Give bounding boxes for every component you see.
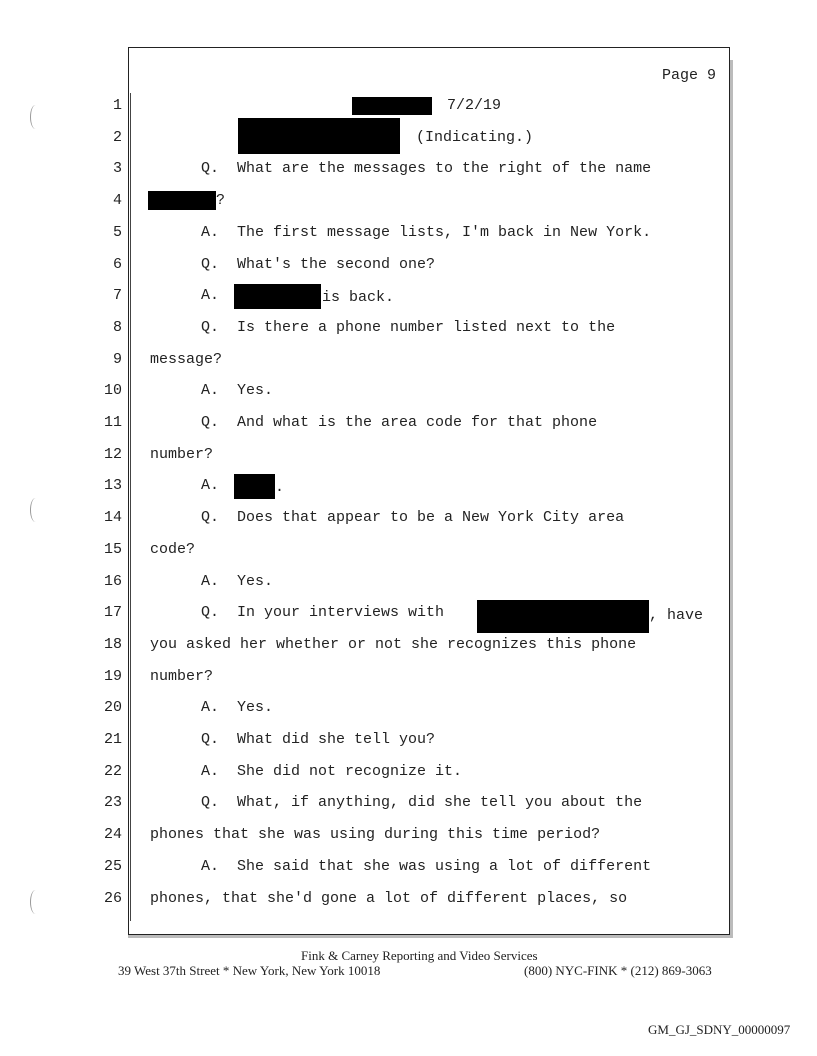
transcript-line-text: A. Yes. <box>201 699 274 716</box>
line-number: 18 <box>103 636 122 653</box>
redaction-box <box>477 600 649 633</box>
line-number: 21 <box>103 731 122 748</box>
page-shadow-right <box>730 60 733 938</box>
transcript-line-text: code? <box>150 541 196 558</box>
redaction-box <box>352 97 432 115</box>
transcript-line-text: phones, that she'd gone a lot of different places, so <box>150 890 628 907</box>
transcript-line-text: ? <box>216 192 226 209</box>
line-number: 1 <box>112 97 122 114</box>
transcript-line-text: A. <box>201 477 220 494</box>
line-number: 3 <box>112 160 122 177</box>
transcript-line-text: A. She said that she was using a lot of different <box>201 858 652 875</box>
redaction-box <box>148 191 216 210</box>
transcript-line-text: Q. What's the second one? <box>201 256 436 273</box>
transcript-line-text: Q. And what is the area code for that phone <box>201 414 598 431</box>
transcript-line-text: A. Yes. <box>201 382 274 399</box>
line-number: 22 <box>103 763 122 780</box>
line-number: 16 <box>103 573 122 590</box>
punch-hole-mark <box>30 105 41 129</box>
line-17-continuation: , have <box>649 607 704 624</box>
line-number: 14 <box>103 509 122 526</box>
line-number: 12 <box>103 446 122 463</box>
redaction-box <box>234 284 321 309</box>
transcript-line-text: Q. Does that appear to be a New York City area <box>201 509 625 526</box>
transcript-line-text: A. <box>201 287 220 304</box>
line-number: 25 <box>103 858 122 875</box>
line-number: 17 <box>103 604 122 621</box>
line-number: 23 <box>103 794 122 811</box>
page-shadow-bottom <box>128 935 730 938</box>
redaction-box <box>238 118 400 154</box>
line-number-margin <box>130 93 131 921</box>
footer-phone: (800) NYC-FINK * (212) 869-3063 <box>524 963 712 978</box>
line-number: 11 <box>103 414 122 431</box>
line-number: 10 <box>103 382 122 399</box>
line-number: 19 <box>103 668 122 685</box>
page-number: Page 9 <box>662 67 717 84</box>
line-number: 26 <box>103 890 122 907</box>
bates-number: GM_GJ_SDNY_00000097 <box>648 1022 791 1037</box>
line-number: 8 <box>112 319 122 336</box>
line-number: 13 <box>103 477 122 494</box>
transcript-line-text: Q. In your interviews with <box>201 604 445 621</box>
line-number: 20 <box>103 699 122 716</box>
line-13-continuation: . <box>275 479 285 496</box>
transcript-line-text: A. The first message lists, I'm back in New York. <box>201 224 652 241</box>
line-number: 6 <box>112 256 122 273</box>
redaction-box <box>234 474 275 499</box>
transcript-line-text: Q. What are the messages to the right of the name <box>201 160 652 177</box>
transcript-line-text: you asked her whether or not she recognizes this phone <box>150 636 637 653</box>
transcript-line-text: number? <box>150 668 214 685</box>
footer-company: Fink & Carney Reporting and Video Services <box>301 948 538 963</box>
transcript-line-text: Q. What, if anything, did she tell you about the <box>201 794 643 811</box>
line-number: 9 <box>112 351 122 368</box>
transcript-line-text: A. Yes. <box>201 573 274 590</box>
footer-address: 39 West 37th Street * New York, New York 10018 <box>118 963 381 978</box>
transcript-line-text: Q. What did she tell you? <box>201 731 436 748</box>
line-number: 15 <box>103 541 122 558</box>
line-number: 2 <box>112 129 122 146</box>
punch-hole-mark <box>30 498 41 522</box>
line-7-continuation: is back. <box>322 289 395 306</box>
transcript-date: 7/2/19 <box>447 97 502 114</box>
transcript-line-text: phones that she was using during this time period? <box>150 826 601 843</box>
punch-hole-mark <box>30 890 41 914</box>
line-number: 24 <box>103 826 122 843</box>
transcript-line-text: number? <box>150 446 214 463</box>
line-number: 5 <box>112 224 122 241</box>
transcript-line-text: message? <box>150 351 223 368</box>
transcript-line-text: (Indicating.) <box>416 129 534 146</box>
transcript-line-text: A. She did not recognize it. <box>201 763 463 780</box>
transcript-line-text: Q. Is there a phone number listed next to the <box>201 319 616 336</box>
line-number: 4 <box>112 192 122 209</box>
line-number: 7 <box>112 287 122 304</box>
